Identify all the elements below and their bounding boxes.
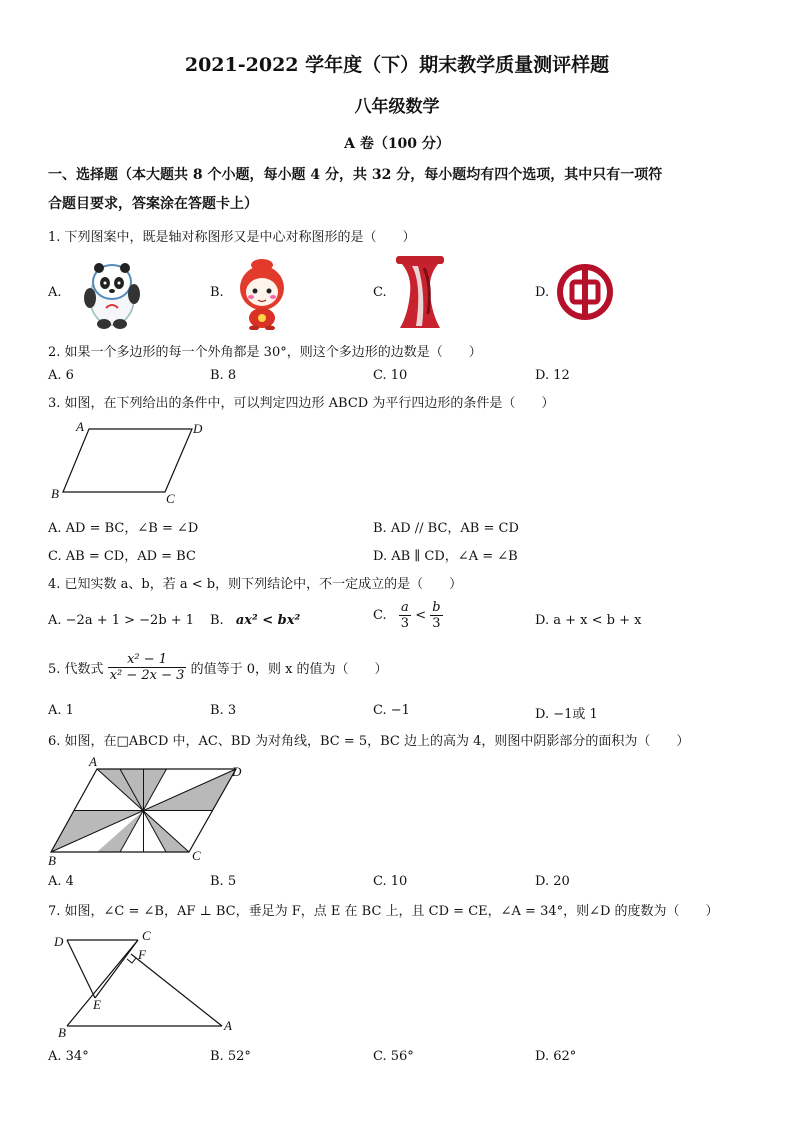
shuey-rhon-rhon-mascot-image (232, 256, 292, 330)
q4-option-c-op: < (415, 608, 427, 623)
question-2-stem: 2. 如果一个多边形的每一个外角都是 30°，则这个多边形的边数是（ ） (48, 345, 482, 360)
q2-option-a[interactable]: A. 6 (48, 368, 74, 383)
q6-label-c: C (192, 848, 201, 863)
question-6-stem: 6. 如图，在□ABCD 中，AC、BD 为对角线，BC = 5，BC 边上的高为 4，则图中阴影部分的面积为（ ） (48, 734, 690, 749)
section-heading-line1: 一、选择题（本大题共 8 个小题，每小题 4 分，共 32 分，每小题均有四个选项，其中只有一项符 (48, 167, 663, 183)
q5-option-d[interactable]: D. −1或 1 (535, 707, 598, 722)
q4-option-b-letter: B. (210, 613, 224, 628)
subject-title: 八年级数学 (354, 97, 440, 117)
q7-triangle-figure (46, 926, 246, 1042)
q3-option-c[interactable]: C. AB = CD，AD = BC (48, 549, 196, 564)
q1-option-d[interactable]: D. (535, 285, 550, 300)
q4-option-c[interactable] (373, 600, 443, 631)
q5-option-b[interactable]: B. 3 (210, 703, 237, 718)
q4-option-c-frac-a: $\frac{a}{3}$ (400, 600, 410, 631)
q6-parallelogram-figure (46, 752, 256, 870)
question-4-stem: 4. 已知实数 a、b，若 a < b，则下列结论中，不一定成立的是（ ） (48, 577, 463, 592)
question-7-stem: 7. 如图，∠C = ∠B，AF ⊥ BC，垂足为 F，点 E 在 BC 上，且 CD = CE，∠A = 34°，则∠D 的度数为（ ） (48, 904, 719, 919)
q1-option-a[interactable]: A. (48, 285, 62, 300)
q4-option-d[interactable]: D. a + x < b + x (535, 613, 642, 628)
q3-label-d: D (193, 421, 203, 436)
q5-option-a[interactable]: A. 1 (48, 703, 74, 718)
q2-option-d[interactable]: D. 12 (535, 368, 570, 383)
q3-option-d[interactable]: D. AB ∥ CD，∠A = ∠B (373, 549, 518, 564)
q3-label-c: C (166, 491, 175, 506)
q7-label-a: A (224, 1018, 232, 1033)
q5-fraction-numerator: x² − 1 (108, 652, 187, 668)
volume-label: A 卷（100 分） (344, 136, 450, 152)
q7-option-c[interactable]: C. 56° (373, 1049, 414, 1064)
q2-option-b[interactable]: B. 8 (210, 368, 237, 383)
page-title: 2021-2022 学年度（下）期末教学质量测评样题 (184, 54, 610, 76)
q6-option-d[interactable]: D. 20 (535, 874, 570, 889)
bank-of-china-logo-image (557, 264, 613, 320)
q6-option-c[interactable]: C. 10 (373, 874, 408, 889)
q5-prefix: 5. 代数式 (48, 662, 104, 677)
bing-dwen-dwen-mascot-image (72, 254, 152, 330)
q5-fraction (108, 652, 187, 683)
q7-option-d[interactable]: D. 62° (535, 1049, 577, 1064)
q7-option-a[interactable]: A. 34° (48, 1049, 89, 1064)
q1-option-c[interactable]: C. (373, 285, 387, 300)
q4-option-b[interactable] (210, 613, 300, 628)
red-vase-logo-image (392, 254, 448, 330)
q3-label-b: B (51, 486, 59, 501)
q5-fraction-denominator: x² − 2x − 3 (109, 668, 185, 683)
q4-option-b-math: ax² < bx² (235, 613, 301, 628)
q7-label-e: E (93, 997, 101, 1012)
q1-option-b[interactable]: B. (210, 285, 224, 300)
q5-option-c[interactable]: C. −1 (373, 703, 410, 718)
q2-option-c[interactable]: C. 10 (373, 368, 408, 383)
q7-label-c: C (142, 928, 151, 943)
q3-option-a[interactable]: A. AD = BC，∠B = ∠D (48, 521, 199, 536)
q7-label-f: F (138, 947, 146, 962)
question-5-stem (48, 652, 388, 683)
q4-option-c-frac-b: $\frac{b}{3}$ (432, 600, 441, 631)
q3-label-a: A (76, 419, 84, 434)
q7-label-b: B (58, 1025, 66, 1040)
q7-label-d: D (54, 934, 64, 949)
q5-suffix: 的值等于 0，则 x 的值为（ ） (190, 662, 388, 677)
q6-label-a: A (89, 754, 97, 769)
q6-option-a[interactable]: A. 4 (48, 874, 74, 889)
q6-label-b: B (48, 853, 56, 868)
q3-option-b[interactable]: B. AD // BC，AB = CD (373, 521, 519, 536)
q6-label-d: D (232, 764, 242, 779)
q6-option-b[interactable]: B. 5 (210, 874, 237, 889)
q7-option-b[interactable]: B. 52° (210, 1049, 251, 1064)
question-1-stem: 1. 下列图案中，既是轴对称图形又是中心对称图形的是（ ） (48, 230, 416, 245)
q4-option-a[interactable]: A. −2a + 1 > −2b + 1 (48, 613, 195, 628)
question-3-stem: 3. 如图，在下列给出的条件中，可以判定四边形 ABCD 为平行四边形的条件是（ ） (48, 396, 555, 411)
section-heading-line2: 合题目要求，答案涂在答题卡上） (48, 196, 258, 212)
q4-option-c-letter: C. (373, 608, 387, 623)
q3-parallelogram-figure (46, 418, 216, 510)
